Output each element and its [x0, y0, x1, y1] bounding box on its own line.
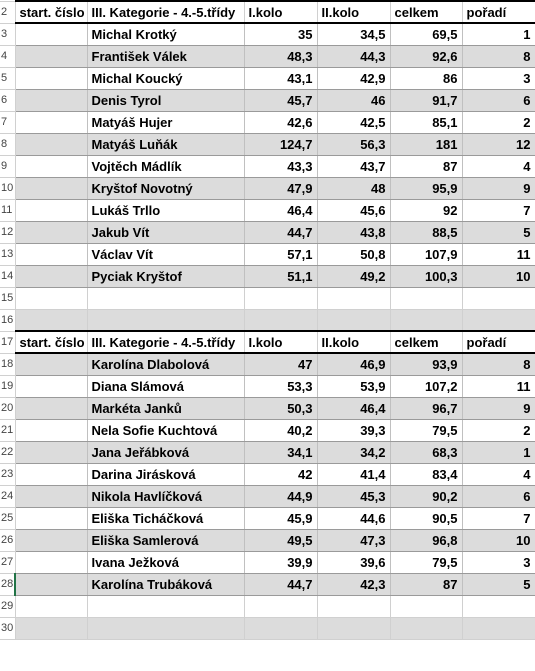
empty-cell[interactable] — [390, 309, 462, 331]
name-cell[interactable]: Matyáš Hujer — [87, 111, 244, 133]
start-number-cell[interactable] — [15, 67, 87, 89]
row-number[interactable]: 11 — [0, 199, 15, 221]
round1-cell[interactable]: 46,4 — [244, 199, 317, 221]
start-number-cell[interactable] — [15, 573, 87, 595]
empty-cell[interactable] — [390, 287, 462, 309]
start-number-cell[interactable] — [15, 529, 87, 551]
table-row — [0, 199, 535, 221]
round1-cell[interactable]: 48,3 — [244, 45, 317, 67]
total-cell[interactable]: 85,1 — [390, 111, 462, 133]
name-cell[interactable]: Pyciak Kryštof — [87, 265, 244, 287]
name-cell[interactable]: Jana Jeřábková — [87, 441, 244, 463]
name-cell[interactable]: Markéta Janků — [87, 397, 244, 419]
round1-cell[interactable]: 34,1 — [244, 441, 317, 463]
empty-cell[interactable] — [87, 617, 244, 639]
table-row — [0, 507, 535, 529]
empty-cell[interactable] — [390, 595, 462, 617]
start-number-cell[interactable] — [15, 243, 87, 265]
name-cell[interactable]: Nikola Havlíčková — [87, 485, 244, 507]
total-cell[interactable]: 95,9 — [390, 177, 462, 199]
start-number-cell[interactable] — [15, 111, 87, 133]
row-number[interactable]: 17 — [0, 331, 15, 353]
round2-cell[interactable]: 46,4 — [317, 397, 390, 419]
row-number[interactable]: 10 — [0, 177, 15, 199]
start-number-cell[interactable] — [15, 353, 87, 375]
empty-cell[interactable] — [317, 309, 390, 331]
table-row — [0, 419, 535, 441]
start-number-cell[interactable] — [15, 89, 87, 111]
round1-cell[interactable]: 51,1 — [244, 265, 317, 287]
total-cell[interactable]: 107,2 — [390, 375, 462, 397]
round1-cell[interactable]: 44,7 — [244, 573, 317, 595]
row-number[interactable]: 4 — [0, 45, 15, 67]
total-cell[interactable]: 79,5 — [390, 419, 462, 441]
row-number[interactable]: 23 — [0, 463, 15, 485]
rank-cell[interactable]: 5 — [462, 573, 535, 595]
round2-cell[interactable]: 39,3 — [317, 419, 390, 441]
total-cell[interactable]: 181 — [390, 133, 462, 155]
round2-cell[interactable]: 43,8 — [317, 221, 390, 243]
round2-cell[interactable]: 34,2 — [317, 441, 390, 463]
row-number[interactable]: 6 — [0, 89, 15, 111]
total-cell[interactable]: 93,9 — [390, 353, 462, 375]
row-number[interactable]: 25 — [0, 507, 15, 529]
rank-cell[interactable]: 6 — [462, 485, 535, 507]
start-number-cell[interactable] — [15, 485, 87, 507]
row-number[interactable]: 9 — [0, 155, 15, 177]
start-number-cell[interactable] — [15, 397, 87, 419]
empty-cell[interactable] — [244, 287, 317, 309]
total-cell[interactable]: 90,5 — [390, 507, 462, 529]
header-rank[interactable]: pořadí — [462, 331, 535, 353]
row-number[interactable]: 30 — [0, 617, 15, 639]
round1-cell[interactable]: 47 — [244, 353, 317, 375]
rank-cell[interactable]: 5 — [462, 221, 535, 243]
round2-cell[interactable]: 49,2 — [317, 265, 390, 287]
round2-cell[interactable]: 45,3 — [317, 485, 390, 507]
total-cell[interactable]: 91,7 — [390, 89, 462, 111]
round1-cell[interactable]: 43,1 — [244, 67, 317, 89]
start-number-cell[interactable] — [15, 551, 87, 573]
table-row — [0, 397, 535, 419]
round1-cell[interactable]: 53,3 — [244, 375, 317, 397]
empty-cell[interactable] — [244, 595, 317, 617]
round2-cell[interactable]: 34,5 — [317, 23, 390, 45]
round1-cell[interactable]: 39,9 — [244, 551, 317, 573]
rank-cell[interactable]: 2 — [462, 111, 535, 133]
rank-cell[interactable]: 7 — [462, 199, 535, 221]
round1-cell[interactable]: 42,6 — [244, 111, 317, 133]
start-number-cell[interactable] — [15, 375, 87, 397]
empty-cell[interactable] — [15, 287, 87, 309]
table-row — [0, 243, 535, 265]
name-cell[interactable]: Matyáš Luňák — [87, 133, 244, 155]
rank-cell[interactable]: 3 — [462, 551, 535, 573]
rank-cell[interactable]: 4 — [462, 463, 535, 485]
header-total[interactable]: celkem — [390, 331, 462, 353]
row-number[interactable]: 19 — [0, 375, 15, 397]
table-row — [0, 353, 535, 375]
empty-cell[interactable] — [317, 595, 390, 617]
rank-cell[interactable]: 4 — [462, 155, 535, 177]
start-number-cell[interactable] — [15, 199, 87, 221]
round2-cell[interactable]: 45,6 — [317, 199, 390, 221]
row-number[interactable]: 3 — [0, 23, 15, 45]
name-cell[interactable]: Denis Tyrol — [87, 89, 244, 111]
rank-cell[interactable]: 10 — [462, 265, 535, 287]
rank-cell[interactable]: 8 — [462, 353, 535, 375]
round1-cell[interactable]: 35 — [244, 23, 317, 45]
row-number[interactable]: 12 — [0, 221, 15, 243]
start-number-cell[interactable] — [15, 23, 87, 45]
total-cell[interactable]: 92,6 — [390, 45, 462, 67]
row-number[interactable]: 21 — [0, 419, 15, 441]
name-cell[interactable]: Karolína Dlabolová — [87, 353, 244, 375]
table-row — [0, 265, 535, 287]
round1-cell[interactable]: 45,9 — [244, 507, 317, 529]
name-cell[interactable]: Nela Sofie Kuchtová — [87, 419, 244, 441]
empty-cell[interactable] — [15, 595, 87, 617]
name-cell[interactable]: Michal Koucký — [87, 67, 244, 89]
header-rank[interactable]: pořadí — [462, 1, 535, 23]
round2-cell[interactable]: 42,3 — [317, 573, 390, 595]
name-cell[interactable]: Lukáš Trllo — [87, 199, 244, 221]
row-number[interactable]: 24 — [0, 485, 15, 507]
start-number-cell[interactable] — [15, 419, 87, 441]
start-number-cell[interactable] — [15, 45, 87, 67]
header-row — [0, 1, 535, 23]
round2-cell[interactable]: 56,3 — [317, 133, 390, 155]
empty-cell[interactable] — [317, 287, 390, 309]
empty-row — [0, 309, 535, 331]
rank-cell[interactable]: 1 — [462, 441, 535, 463]
round2-cell[interactable]: 47,3 — [317, 529, 390, 551]
empty-cell[interactable] — [462, 617, 535, 639]
total-cell[interactable]: 87 — [390, 573, 462, 595]
total-cell[interactable]: 96,7 — [390, 397, 462, 419]
rank-cell[interactable]: 1 — [462, 23, 535, 45]
row-number[interactable]: 20 — [0, 397, 15, 419]
round1-cell[interactable]: 57,1 — [244, 243, 317, 265]
start-number-cell[interactable] — [15, 265, 87, 287]
total-cell[interactable]: 90,2 — [390, 485, 462, 507]
table-row — [0, 573, 535, 595]
round2-cell[interactable]: 50,8 — [317, 243, 390, 265]
round1-cell[interactable]: 44,9 — [244, 485, 317, 507]
rank-cell[interactable]: 9 — [462, 397, 535, 419]
start-number-cell[interactable] — [15, 507, 87, 529]
header-row — [0, 331, 535, 353]
rank-cell[interactable]: 8 — [462, 45, 535, 67]
table-row — [0, 375, 535, 397]
table-row — [0, 463, 535, 485]
row-number[interactable]: 8 — [0, 133, 15, 155]
round1-cell[interactable]: 42 — [244, 463, 317, 485]
empty-cell[interactable] — [15, 309, 87, 331]
empty-cell[interactable] — [244, 309, 317, 331]
table-body — [0, 1, 535, 639]
start-number-cell[interactable] — [15, 463, 87, 485]
empty-cell[interactable] — [462, 595, 535, 617]
round1-cell[interactable]: 124,7 — [244, 133, 317, 155]
rank-cell[interactable]: 9 — [462, 177, 535, 199]
table-row — [0, 529, 535, 551]
table-row — [0, 111, 535, 133]
total-cell[interactable]: 69,5 — [390, 23, 462, 45]
round2-cell[interactable]: 41,4 — [317, 463, 390, 485]
rank-cell[interactable]: 2 — [462, 419, 535, 441]
header-category[interactable]: III. Kategorie - 4.-5.třídy — [87, 1, 244, 23]
table-row — [0, 133, 535, 155]
table-row — [0, 177, 535, 199]
rank-cell[interactable]: 10 — [462, 529, 535, 551]
round1-cell[interactable]: 49,5 — [244, 529, 317, 551]
header-start-number[interactable]: start. číslo — [15, 1, 87, 23]
name-cell[interactable]: Kryštof Novotný — [87, 177, 244, 199]
name-cell[interactable]: Eliška Ticháčková — [87, 507, 244, 529]
total-cell[interactable]: 83,4 — [390, 463, 462, 485]
name-cell[interactable]: Diana Slámová — [87, 375, 244, 397]
table-row — [0, 23, 535, 45]
total-cell[interactable]: 88,5 — [390, 221, 462, 243]
rank-cell[interactable]: 12 — [462, 133, 535, 155]
round1-cell[interactable]: 44,7 — [244, 221, 317, 243]
name-cell[interactable]: Michal Krotký — [87, 23, 244, 45]
round2-cell[interactable]: 46,9 — [317, 353, 390, 375]
row-number[interactable]: 2 — [0, 1, 15, 23]
empty-cell[interactable] — [15, 617, 87, 639]
round1-cell[interactable]: 47,9 — [244, 177, 317, 199]
header-round1[interactable]: I.kolo — [244, 331, 317, 353]
name-cell[interactable]: Jakub Vít — [87, 221, 244, 243]
round1-cell[interactable]: 43,3 — [244, 155, 317, 177]
row-number[interactable]: 26 — [0, 529, 15, 551]
empty-row — [0, 617, 535, 639]
row-number[interactable]: 22 — [0, 441, 15, 463]
empty-cell[interactable] — [87, 595, 244, 617]
header-start-number[interactable]: start. číslo — [15, 331, 87, 353]
row-number[interactable]: 15 — [0, 287, 15, 309]
round2-cell[interactable]: 44,6 — [317, 507, 390, 529]
empty-cell[interactable] — [462, 287, 535, 309]
table-row — [0, 155, 535, 177]
round2-cell[interactable]: 48 — [317, 177, 390, 199]
table-row — [0, 441, 535, 463]
name-cell[interactable]: Karolína Trubáková — [87, 573, 244, 595]
total-cell[interactable]: 92 — [390, 199, 462, 221]
name-cell[interactable]: Eliška Samlerová — [87, 529, 244, 551]
start-number-cell[interactable] — [15, 221, 87, 243]
total-cell[interactable]: 87 — [390, 155, 462, 177]
name-cell[interactable]: Ivana Ježková — [87, 551, 244, 573]
round2-cell[interactable]: 46 — [317, 89, 390, 111]
round2-cell[interactable]: 44,3 — [317, 45, 390, 67]
start-number-cell[interactable] — [15, 177, 87, 199]
empty-cell[interactable] — [317, 617, 390, 639]
empty-cell[interactable] — [87, 309, 244, 331]
header-total[interactable]: celkem — [390, 1, 462, 23]
header-round1[interactable]: I.kolo — [244, 1, 317, 23]
name-cell[interactable]: Václav Vít — [87, 243, 244, 265]
table-row — [0, 485, 535, 507]
empty-cell[interactable] — [87, 287, 244, 309]
round2-cell[interactable]: 53,9 — [317, 375, 390, 397]
empty-cell[interactable] — [244, 617, 317, 639]
row-number[interactable]: 29 — [0, 595, 15, 617]
name-cell[interactable]: František Válek — [87, 45, 244, 67]
row-number[interactable]: 7 — [0, 111, 15, 133]
start-number-cell[interactable] — [15, 441, 87, 463]
rank-cell[interactable]: 3 — [462, 67, 535, 89]
total-cell[interactable]: 96,8 — [390, 529, 462, 551]
row-number[interactable]: 18 — [0, 353, 15, 375]
empty-row — [0, 595, 535, 617]
start-number-cell[interactable] — [15, 155, 87, 177]
row-number[interactable]: 13 — [0, 243, 15, 265]
total-cell[interactable]: 107,9 — [390, 243, 462, 265]
rank-cell[interactable]: 6 — [462, 89, 535, 111]
empty-cell[interactable] — [390, 617, 462, 639]
row-number[interactable]: 28 — [0, 573, 15, 595]
table-row — [0, 67, 535, 89]
empty-cell[interactable] — [462, 309, 535, 331]
start-number-cell[interactable] — [15, 133, 87, 155]
header-round2[interactable]: II.kolo — [317, 1, 390, 23]
total-cell[interactable]: 79,5 — [390, 551, 462, 573]
round1-cell[interactable]: 45,7 — [244, 89, 317, 111]
table-row — [0, 89, 535, 111]
row-number[interactable]: 27 — [0, 551, 15, 573]
header-round2[interactable]: II.kolo — [317, 331, 390, 353]
rank-cell[interactable]: 7 — [462, 507, 535, 529]
name-cell[interactable]: Vojtěch Mádlík — [87, 155, 244, 177]
round1-cell[interactable]: 50,3 — [244, 397, 317, 419]
total-cell[interactable]: 100,3 — [390, 265, 462, 287]
name-cell[interactable]: Darina Jirásková — [87, 463, 244, 485]
round2-cell[interactable]: 43,7 — [317, 155, 390, 177]
round2-cell[interactable]: 39,6 — [317, 551, 390, 573]
row-number[interactable]: 5 — [0, 67, 15, 89]
row-number[interactable]: 14 — [0, 265, 15, 287]
rank-cell[interactable]: 11 — [462, 375, 535, 397]
rank-cell[interactable]: 11 — [462, 243, 535, 265]
round2-cell[interactable]: 42,5 — [317, 111, 390, 133]
empty-row — [0, 287, 535, 309]
table-row — [0, 551, 535, 573]
header-category[interactable]: III. Kategorie - 4.-5.třídy — [87, 331, 244, 353]
total-cell[interactable]: 86 — [390, 67, 462, 89]
table-row — [0, 45, 535, 67]
round2-cell[interactable]: 42,9 — [317, 67, 390, 89]
round1-cell[interactable]: 40,2 — [244, 419, 317, 441]
table-row — [0, 221, 535, 243]
row-number[interactable]: 16 — [0, 309, 15, 331]
total-cell[interactable]: 68,3 — [390, 441, 462, 463]
